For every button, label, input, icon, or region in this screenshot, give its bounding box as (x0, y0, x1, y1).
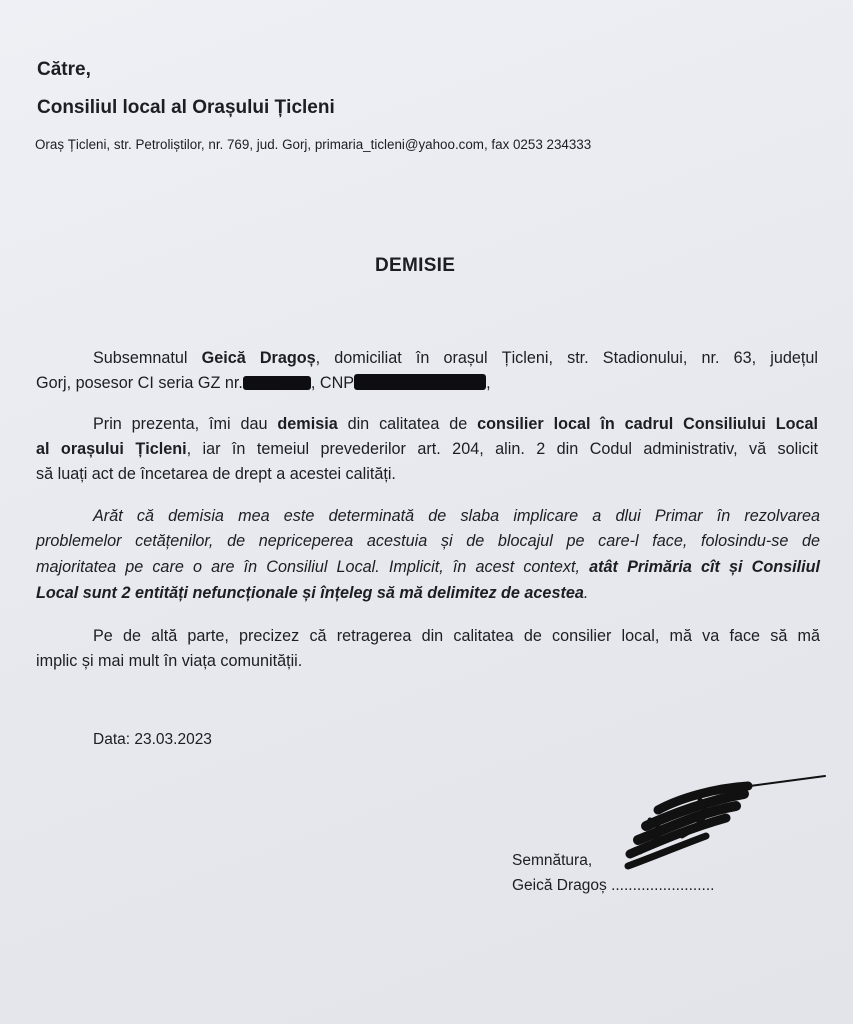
signature-name-line: Geică Dragoș ........................ (512, 877, 715, 894)
paragraph-2-line-1: Prin prezenta, îmi dau demisia din calitatea de consilier local în cadrul Consiliului Local (93, 415, 818, 433)
redacted-cnp (354, 374, 486, 390)
handwritten-signature (610, 770, 840, 880)
redacted-id-number (243, 376, 311, 390)
recipient-address: Oraș Țicleni, str. Petroliștilor, nr. 769, jud. Gorj, primaria_ticleni@yahoo.com, fax 0253 234333 (35, 137, 592, 152)
paragraph-4-line-2: implic și mai mult în viața comunității. (36, 652, 303, 670)
document-date: Data: 23.03.2023 (93, 731, 212, 748)
paragraph-3-line-1: Arăt că demisia mea este determinată de slaba implicare a dlui Primar în rezolvarea (93, 507, 820, 525)
paragraph-1-line-1: Subsemnatul Geică Dragoș, domiciliat în orașul Țicleni, str. Stadionului, nr. 63, județul (93, 349, 818, 367)
document-title: DEMISIE (375, 255, 456, 276)
paragraph-2-line-2: al orașului Țicleni, iar în temeiul prevederilor art. 204, alin. 2 din Codul administrativ, vă solicit (36, 440, 818, 458)
paragraph-3-line-4: Local sunt 2 entități nefuncționale și înțeleg să mă delimitez de acestea. (36, 584, 589, 602)
signature-label: Semnătura, (512, 852, 593, 869)
recipient-council: Consiliul local al Orașului Țicleni (37, 97, 335, 118)
recipient-line: Către, (37, 59, 91, 80)
paragraph-1-line-2: Gorj, posesor CI seria GZ nr. , CNP , (36, 374, 491, 392)
signer-name: Geică Dragoș (201, 349, 316, 367)
paragraph-2-line-3: să luați act de încetarea de drept a acestei calități. (36, 465, 396, 483)
paragraph-4-line-1: Pe de altă parte, precizez că retragerea din calitatea de consilier local, mă va face să mă (93, 627, 820, 645)
paragraph-3-line-3: majoritatea pe care o are în Consiliul Local. Implicit, în acest context, atât Primăria cît și Consiliul (36, 558, 820, 576)
paragraph-3-line-2: problemelor cetățenilor, de nepriceperea acestuia și de blocajul pe care-l face, folosindu-se de (36, 532, 820, 550)
